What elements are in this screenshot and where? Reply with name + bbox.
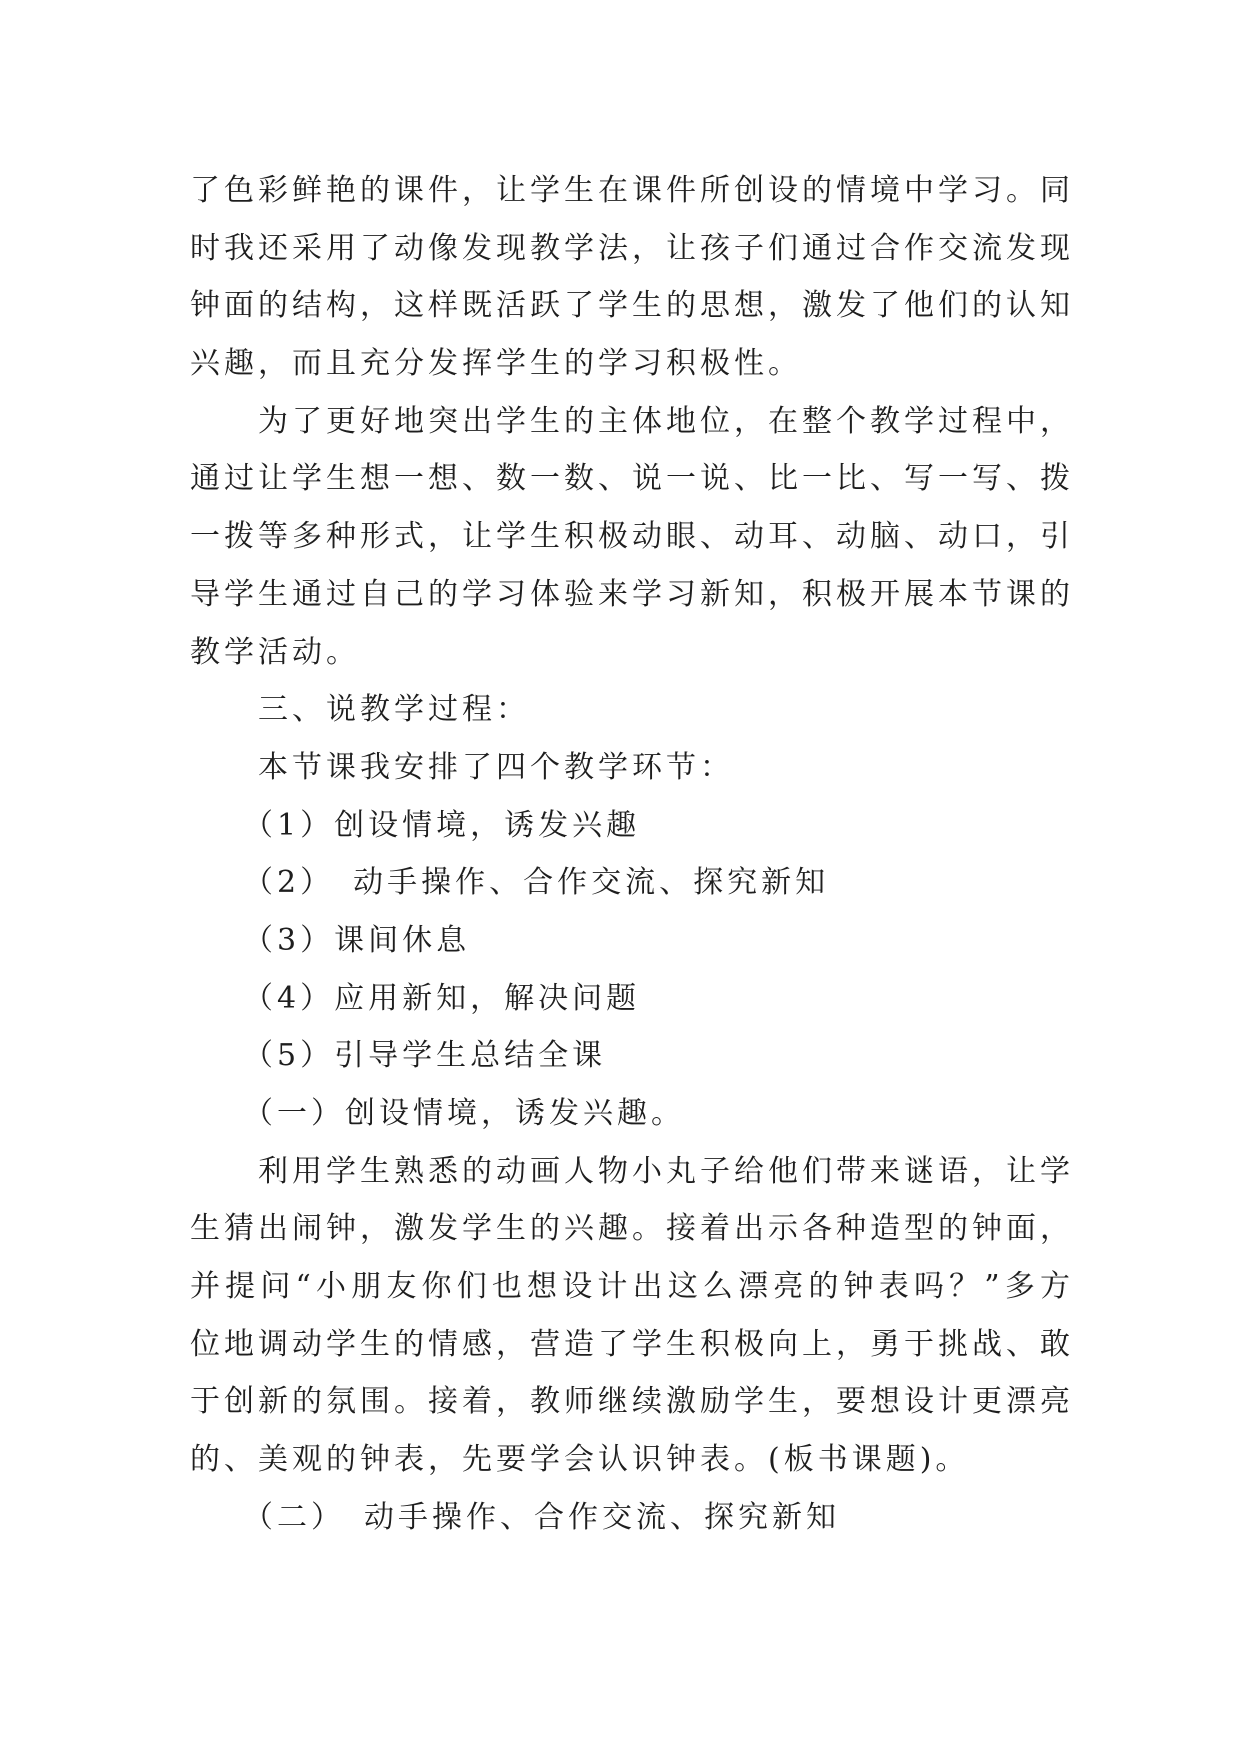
paragraph-line: 了色彩鲜艳的课件，让学生在课件所创设的情境中学习。同 — [190, 173, 1070, 208]
section-heading: 三、说教学过程： — [190, 692, 530, 728]
paragraph-line: 生猜出闹钟，激发学生的兴趣。接着出示各种造型的钟面， — [190, 1211, 1070, 1247]
paragraph-line: 的、美观的钟表，先要学会认识钟表。(板书课题)。 — [190, 1442, 970, 1478]
paragraph-line: 于创新的氛围。接着，教师继续激励学生，要想设计更漂亮 — [190, 1384, 1070, 1420]
subsection-heading: （二） 动手操作、合作交流、探究新知 — [190, 1499, 840, 1535]
paragraph-line: 一拨等多种形式，让学生积极动眼、动耳、动脑、动口，引 — [190, 519, 1070, 555]
paragraph-line: 利用学生熟悉的动画人物小丸子给他们带来谜语，让学 — [190, 1153, 1070, 1189]
paragraph-line: 兴趣，而且充分发挥学生的学习积极性。 — [190, 346, 802, 382]
list-item: （1）创设情境，诱发兴趣 — [190, 807, 641, 843]
paragraph-line: 并提问“小朋友你们也想设计出这么漂亮的钟表吗？”多方 — [190, 1269, 1070, 1305]
paragraph-line: 教学活动。 — [190, 634, 360, 670]
list-item: （4）应用新知，解决问题 — [190, 980, 641, 1016]
list-item: （3）课间休息 — [190, 922, 471, 958]
paragraph-line: 本节课我安排了四个教学环节： — [190, 749, 734, 785]
list-item: （2） 动手操作、合作交流、探究新知 — [190, 865, 830, 901]
subsection-heading: （一）创设情境，诱发兴趣。 — [190, 1096, 685, 1131]
paragraph-line: 导学生通过自己的学习体验来学习新知，积极开展本节课的 — [190, 576, 1070, 612]
paragraph-line: 时我还采用了动像发现教学法，让孩子们通过合作交流发现 — [190, 230, 1070, 266]
paragraph-line: 通过让学生想一想、数一数、说一说、比一比、写一写、拨 — [190, 461, 1070, 497]
paragraph-line: 位地调动学生的情感，营造了学生积极向上，勇于挑战、敢 — [190, 1326, 1070, 1362]
paragraph-line: 钟面的结构，这样既活跃了学生的思想，激发了他们的认知 — [190, 288, 1070, 324]
document-body — [190, 162, 1070, 1547]
paragraph-line: 为了更好地突出学生的主体地位，在整个教学过程中， — [190, 403, 1070, 439]
list-item: （5）引导学生总结全课 — [190, 1038, 607, 1074]
